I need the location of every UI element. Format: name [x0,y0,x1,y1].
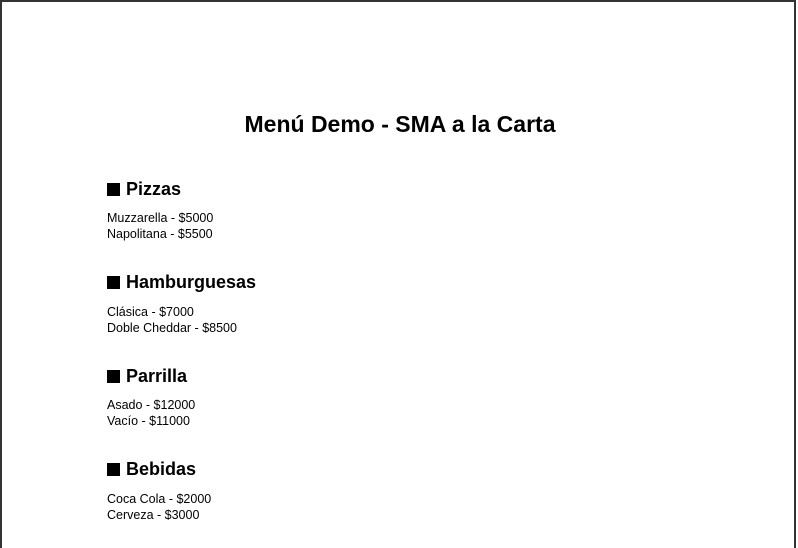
menu-item: Asado - $12000 [107,398,196,412]
menu-item: Cerveza - $3000 [107,507,200,522]
menu-section-hamburguesas [107,272,707,366]
square-bullet-icon [107,276,120,289]
square-bullet-icon [107,370,120,383]
section-heading-label: Bebidas [126,459,197,479]
menu-list [107,178,707,548]
section-heading-label: Parrilla [126,365,188,386]
menu-item: Muzzarella - $5000 [107,211,214,225]
menu-section-bebidas [107,459,707,548]
menu-section-parrilla [107,365,707,459]
section-heading [107,365,707,387]
menu-section-pizzas [107,178,707,272]
item-list [107,210,707,242]
square-bullet-icon [107,463,120,476]
square-bullet-icon [107,183,120,196]
page-title: Menú Demo - SMA a la Carta [244,111,556,137]
section-heading-label: Pizzas [126,178,182,199]
menu-item: Coca Cola - $2000 [107,491,212,506]
menu-item: Napolitana - $5500 [107,227,213,241]
item-list [107,397,707,429]
item-list [107,304,707,336]
section-heading-label: Hamburguesas [126,272,257,292]
menu-item: Clásica - $7000 [107,304,194,319]
section-heading [107,178,707,200]
section-heading [107,272,707,294]
section-heading [107,459,707,481]
menu-item: Vacío - $11000 [107,414,190,428]
item-list [107,491,707,523]
menu-item: Doble Cheddar - $8500 [107,320,237,335]
